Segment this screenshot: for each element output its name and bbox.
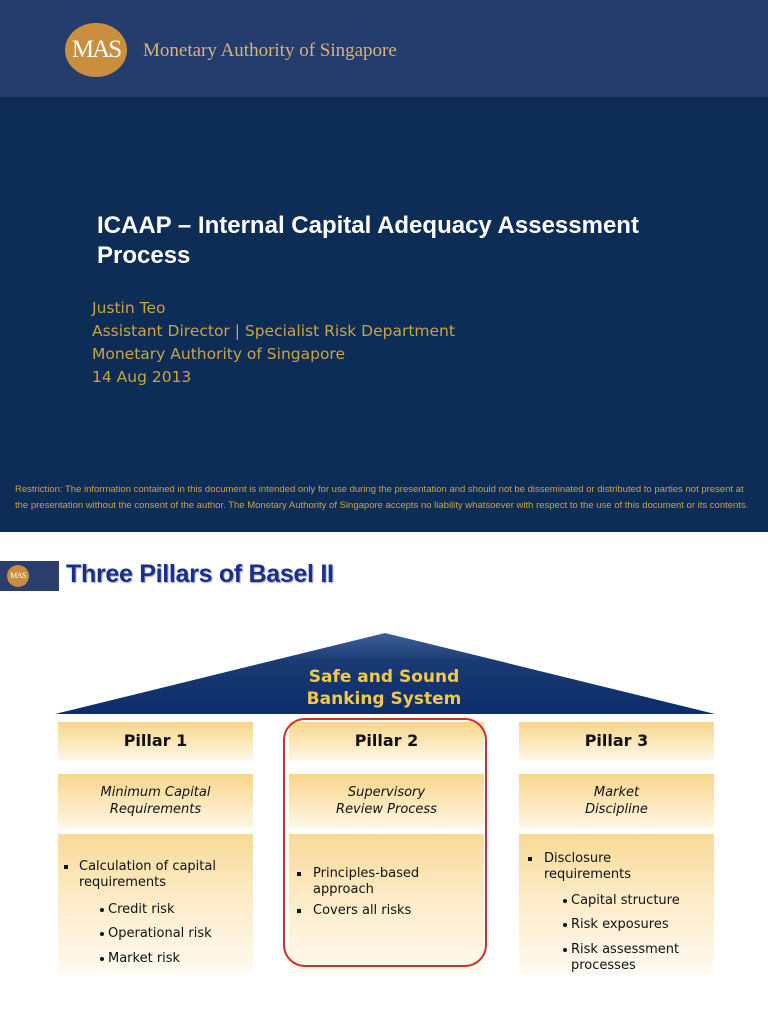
dot-bullet-icon xyxy=(563,923,567,927)
dot-bullet-icon xyxy=(100,957,104,961)
pillar-1-subtitle xyxy=(58,774,253,828)
pillar-1-subtitle-line-1: Minimum Capital xyxy=(100,785,211,800)
pillar-3-subtitle-line-2: Discipline xyxy=(585,802,648,817)
restriction-notice: Restriction: The information contained in this document is intended only for use during the presentation and should not be disseminated or distributed to parties not present at the presentation without the consent of the author. The Monetary Authority of Singapore accepts no liability whatsoever with respect to the use of this document or its contents. xyxy=(15,484,749,511)
pillar-2-subtitle-line-2: Review Process xyxy=(336,802,437,817)
bullet-text: Covers all risks xyxy=(313,903,412,918)
pillar-2-subtitle-line-1: Supervisory xyxy=(347,785,426,800)
sub-bullet-text: Risk assessment processes xyxy=(571,942,680,973)
pillar-3-header: Pillar 3 xyxy=(519,722,714,760)
square-bullet-icon xyxy=(64,865,68,869)
list-item xyxy=(100,951,180,967)
author-organization: Monetary Authority of Singapore xyxy=(92,345,345,363)
pillar-3-subtitle-line-1: Market xyxy=(593,785,640,800)
presentation-title: ICAAP – Internal Capital Adequacy Assessment Process xyxy=(97,212,639,269)
bullet-text: Principles-based approach xyxy=(313,866,420,897)
list-item xyxy=(563,942,701,974)
pillar-1-header: Pillar 1 xyxy=(58,722,253,760)
sub-bullet-text: Capital structure xyxy=(571,893,680,908)
square-bullet-icon xyxy=(528,857,532,861)
dot-bullet-icon xyxy=(563,899,567,903)
dot-bullet-icon xyxy=(100,932,104,936)
dot-bullet-icon xyxy=(563,948,567,952)
presentation-date: 14 Aug 2013 xyxy=(92,368,192,386)
pillar-1-body xyxy=(58,834,253,974)
roof-label xyxy=(268,666,500,710)
author-position: Assistant Director | Specialist Risk Department xyxy=(92,322,455,340)
org-name: Monetary Authority of Singapore xyxy=(143,40,397,61)
roof-line-2: Banking System xyxy=(306,689,462,709)
list-item xyxy=(100,902,175,918)
pillar-3-body xyxy=(519,834,714,974)
sub-bullet-text: Risk exposures xyxy=(571,917,669,932)
sub-bullet-text: Credit risk xyxy=(108,902,175,917)
pillar-3-subtitle xyxy=(519,774,714,828)
list-item xyxy=(528,851,674,883)
list-item xyxy=(100,926,212,942)
pillar-2-highlight-frame xyxy=(283,718,487,967)
dot-bullet-icon xyxy=(100,908,104,912)
header-bar xyxy=(0,0,768,97)
mas-small-logo: MAS xyxy=(7,565,29,587)
list-item xyxy=(64,859,249,891)
sub-bullet-text: Operational risk xyxy=(108,926,212,941)
bullet-text: Disclosure requirements xyxy=(544,851,631,882)
sub-bullet-text: Market risk xyxy=(108,951,181,966)
basel-pillars-slide xyxy=(0,532,768,1024)
author-name: Justin Teo xyxy=(92,299,166,317)
list-item xyxy=(563,893,680,909)
author-block xyxy=(92,297,455,389)
bullet-text: Calculation of capital requirements xyxy=(79,859,216,890)
pillar-2-header: Pillar 2 xyxy=(289,722,484,760)
roof-line-1: Safe and Sound xyxy=(308,667,460,687)
list-item xyxy=(563,917,669,933)
mas-logo: MAS xyxy=(65,23,127,77)
pillar-1-subtitle-line-2: Requirements xyxy=(109,802,202,817)
slide-title: Three Pillars of Basel II xyxy=(66,560,334,588)
